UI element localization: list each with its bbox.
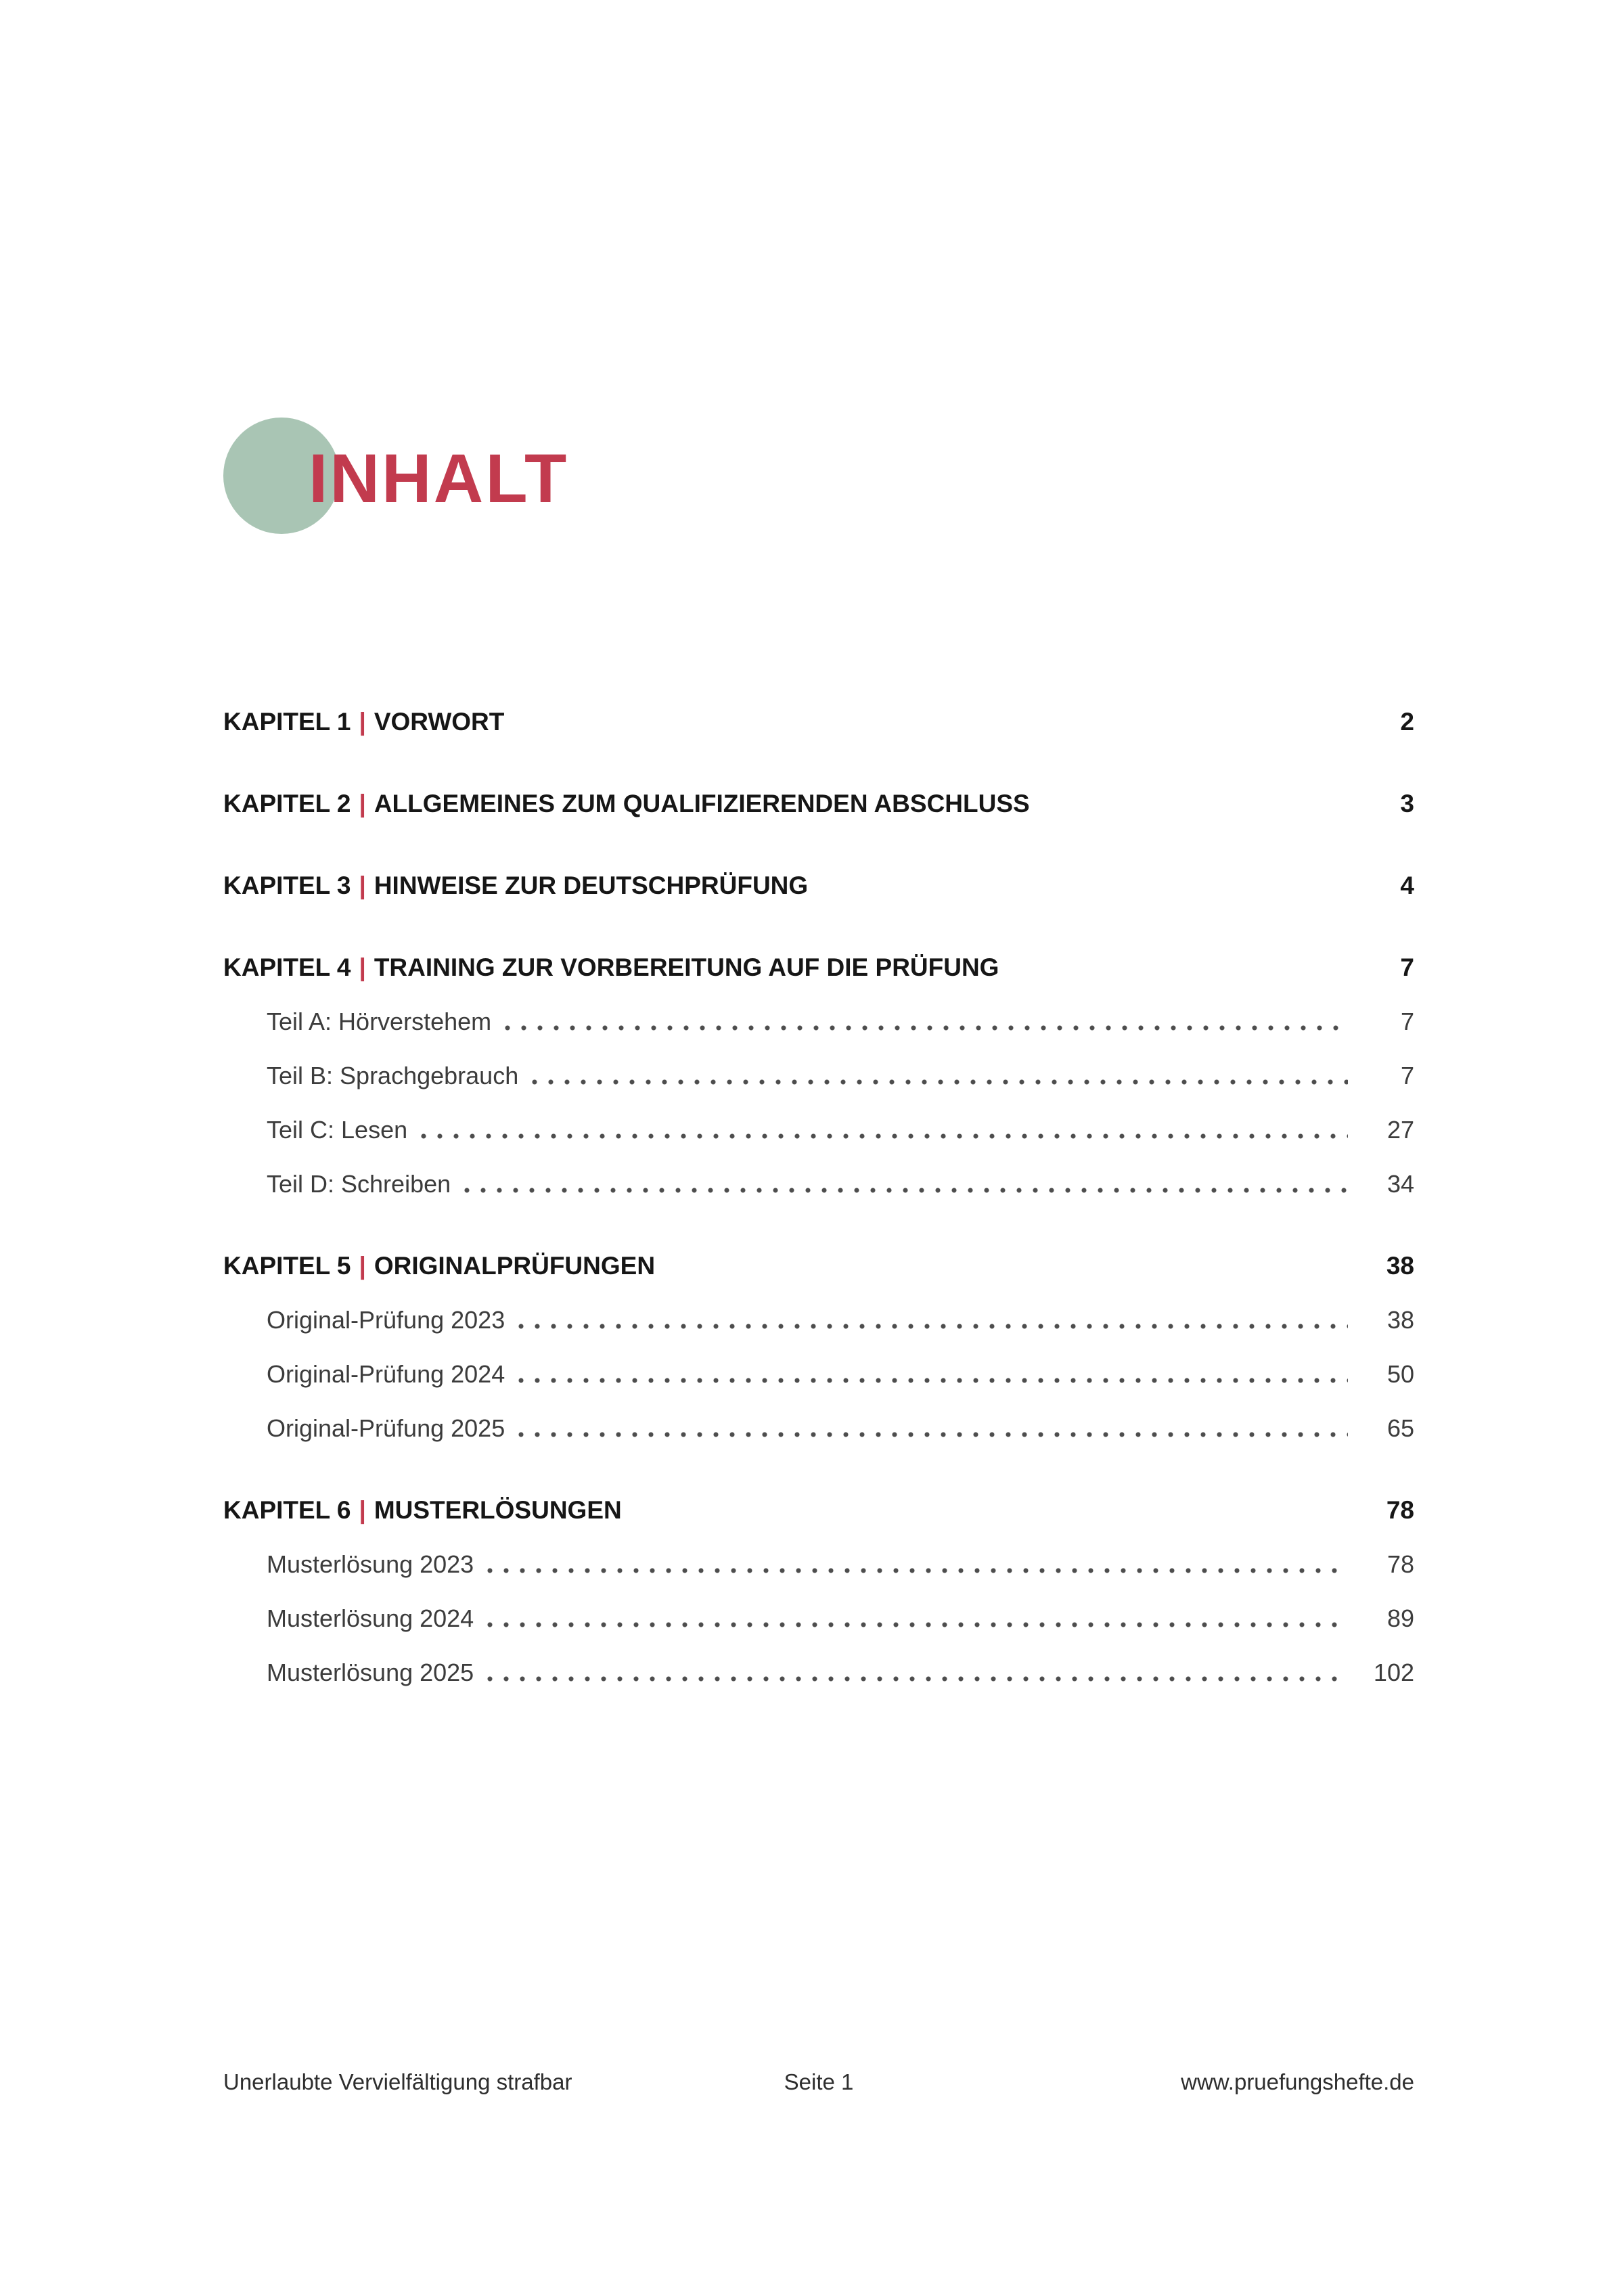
toc-item	[223, 1010, 1414, 1034]
chapter-title: HINWEISE ZUR DEUTSCHPRÜFUNG	[374, 872, 809, 899]
toc-chapter-1	[223, 709, 1414, 734]
toc-item-page-number: 102	[1373, 1659, 1414, 1686]
footer-website: www.pruefungshefte.de	[1181, 2069, 1415, 2094]
toc-item-title: Original-Prüfung 2024	[267, 1360, 505, 1388]
toc-item-page-number: 89	[1386, 1604, 1414, 1632]
toc-item	[223, 1308, 1414, 1332]
chapter-label: KAPITEL 6	[223, 1496, 351, 1524]
chapter-title: TRAINING ZUR VORBEREITUNG AUF DIE PRÜFUNG	[374, 953, 999, 981]
toc-item-page-number: 34	[1386, 1170, 1414, 1198]
toc-item	[223, 1606, 1414, 1631]
toc-chapter-6	[223, 1498, 1414, 1523]
toc-item	[223, 1064, 1414, 1088]
toc-item-title: Musterlösung 2023	[267, 1550, 474, 1578]
chapter-separator: |	[359, 1252, 366, 1280]
toc-item-title: Musterlösung 2025	[267, 1659, 474, 1686]
chapter-label: KAPITEL 2	[223, 790, 351, 817]
dot-leader	[487, 1676, 1348, 1682]
chapter-separator: |	[359, 1496, 366, 1524]
toc-item-title: Musterlösung 2024	[267, 1604, 474, 1632]
dot-leader	[518, 1378, 1348, 1383]
chapter-separator: |	[359, 953, 366, 981]
toc-chapter-3	[223, 873, 1414, 898]
chapter-page-number: 2	[1400, 708, 1414, 736]
dot-leader	[532, 1079, 1348, 1085]
toc-item-page-number: 27	[1386, 1116, 1414, 1144]
chapter-heading	[223, 1253, 1360, 1278]
title-block	[223, 418, 765, 536]
chapter-page-number: 78	[1386, 1496, 1414, 1524]
toc-item-title: Original-Prüfung 2023	[267, 1306, 505, 1334]
chapter-title: MUSTERLÖSUNGEN	[374, 1496, 622, 1524]
toc-item-page-number: 50	[1386, 1360, 1414, 1388]
chapter-heading	[223, 791, 1360, 816]
chapter-page-number: 4	[1400, 872, 1414, 899]
toc-item	[223, 1362, 1414, 1387]
chapter-page-number: 3	[1400, 790, 1414, 817]
chapter-heading	[223, 709, 1360, 734]
footer-copyright-note: Unerlaubte Vervielfältigung strafbar	[223, 2069, 572, 2094]
chapter-label: KAPITEL 5	[223, 1252, 351, 1280]
toc-item-page-number: 65	[1386, 1414, 1414, 1442]
toc-chapter-2	[223, 791, 1414, 816]
dot-leader	[421, 1133, 1348, 1139]
toc-item	[223, 1416, 1414, 1441]
dot-leader	[487, 1622, 1348, 1627]
toc-item-page-number: 38	[1386, 1306, 1414, 1334]
chapter-separator: |	[359, 872, 366, 899]
toc-chapter-5	[223, 1253, 1414, 1278]
dot-leader	[487, 1568, 1348, 1573]
toc-item	[223, 1552, 1414, 1577]
toc-item-title: Teil D: Schreiben	[267, 1170, 451, 1198]
toc-item-title: Teil C: Lesen	[267, 1116, 408, 1144]
toc-item-page-number: 78	[1386, 1550, 1414, 1578]
chapter-label: KAPITEL 3	[223, 872, 351, 899]
toc-item	[223, 1661, 1414, 1685]
chapter-title: ORIGINALPRÜFUNGEN	[374, 1252, 656, 1280]
chapter-title: VORWORT	[374, 708, 505, 736]
chapter-heading	[223, 955, 1360, 980]
chapter-separator: |	[359, 708, 366, 736]
toc-item-page-number: 7	[1400, 1062, 1414, 1089]
toc-item-page-number: 7	[1400, 1008, 1414, 1035]
dot-leader	[464, 1188, 1348, 1193]
chapter-page-number: 38	[1386, 1252, 1414, 1280]
toc-item-title: Original-Prüfung 2025	[267, 1414, 505, 1442]
dot-leader	[518, 1432, 1348, 1437]
footer-page-number: Seite 1	[784, 2069, 854, 2094]
toc-item	[223, 1172, 1414, 1196]
page-title: INHALT	[309, 440, 569, 517]
dot-leader	[518, 1324, 1348, 1329]
dot-leader	[505, 1025, 1348, 1031]
chapter-page-number: 7	[1400, 953, 1414, 981]
page-footer	[223, 2069, 1414, 2095]
chapter-label: KAPITEL 4	[223, 953, 351, 981]
chapter-title: ALLGEMEINES ZUM QUALIFIZIERENDEN ABSCHLUSS	[374, 790, 1030, 817]
table-of-contents	[223, 709, 1414, 1685]
chapter-heading	[223, 1498, 1360, 1523]
chapter-label: KAPITEL 1	[223, 708, 351, 736]
toc-item-title: Teil A: Hörverstehem	[267, 1008, 492, 1035]
chapter-heading	[223, 873, 1360, 898]
chapter-separator: |	[359, 790, 366, 817]
toc-chapter-4	[223, 955, 1414, 980]
toc-item	[223, 1118, 1414, 1142]
toc-item-title: Teil B: Sprachgebrauch	[267, 1062, 519, 1089]
